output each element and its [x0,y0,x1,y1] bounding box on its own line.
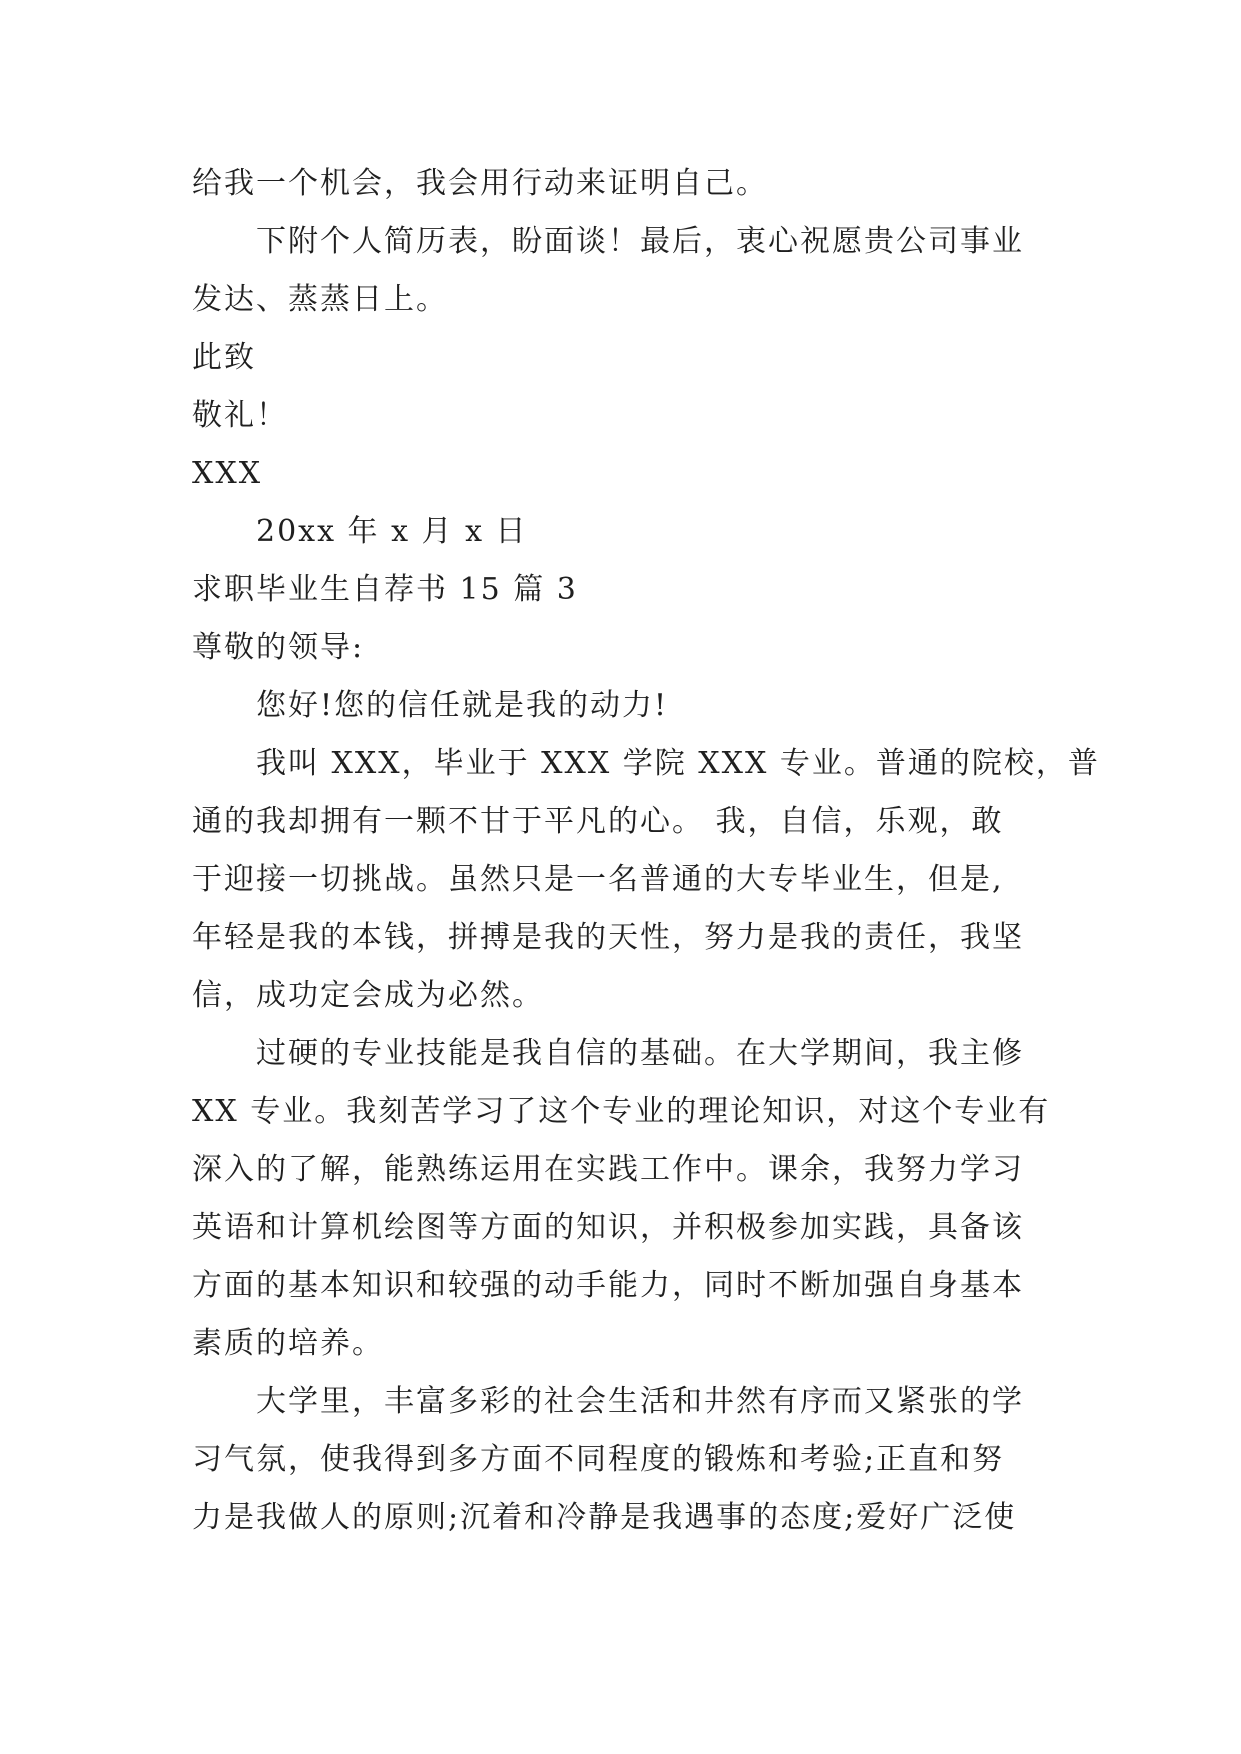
text-line: 下附个人简历表，盼面谈！最后，衷心祝愿贵公司事业 [256,224,1024,259]
document-body [192,155,1100,1547]
greeting: 尊敬的领导: [192,630,365,665]
text-line: 英语和计算机绘图等方面的知识，并积极参加实践，具备该 [192,1210,1024,1245]
text-line: 您好!您的信任就是我的动力! [256,688,669,723]
text-line: 发达、蒸蒸日上。 [192,282,448,317]
text-line: 习气氛，使我得到多方面不同程度的锻炼和考验;正直和努 [192,1442,1005,1477]
text-line: 过硬的专业技能是我自信的基础。在大学期间，我主修 [256,1036,1024,1071]
text-line: 方面的基本知识和较强的动手能力，同时不断加强自身基本 [192,1268,1024,1303]
text-line: 年轻是我的本钱，拼搏是我的天性，努力是我的责任，我坚 [192,920,1024,955]
text-line: XX 专业。我刻苦学习了这个专业的理论知识，对这个专业有 [192,1094,1051,1129]
closing-regards: 敬礼！ [192,398,288,433]
closing-salutation: 此致 [192,340,256,375]
text-line: 信，成功定会成为必然。 [192,978,544,1013]
text-line: 通的我却拥有一颗不甘于平凡的心。 我，自信，乐观，敢 [192,804,1004,839]
signature-date: 20xx 年 x 月 x 日 [256,514,528,549]
text-line: 我叫 XXX，毕业于 XXX 学院 XXX 专业。普通的院校，普 [256,746,1100,781]
signature-name: XXX [192,456,263,491]
text-line: 深入的了解，能熟练运用在实践工作中。课余，我努力学习 [192,1152,1024,1187]
text-line: 素质的培养。 [192,1326,384,1361]
text-line: 给我一个机会，我会用行动来证明自己。 [192,166,768,201]
text-line: 大学里，丰富多彩的社会生活和井然有序而又紧张的学 [256,1384,1024,1419]
text-line: 力是我做人的原则;沉着和冷静是我遇事的态度;爱好广泛使 [192,1500,1017,1535]
section-heading: 求职毕业生自荐书 15 篇 3 [192,572,578,607]
text-line: 于迎接一切挑战。虽然只是一名普通的大专毕业生，但是, [192,862,1004,897]
